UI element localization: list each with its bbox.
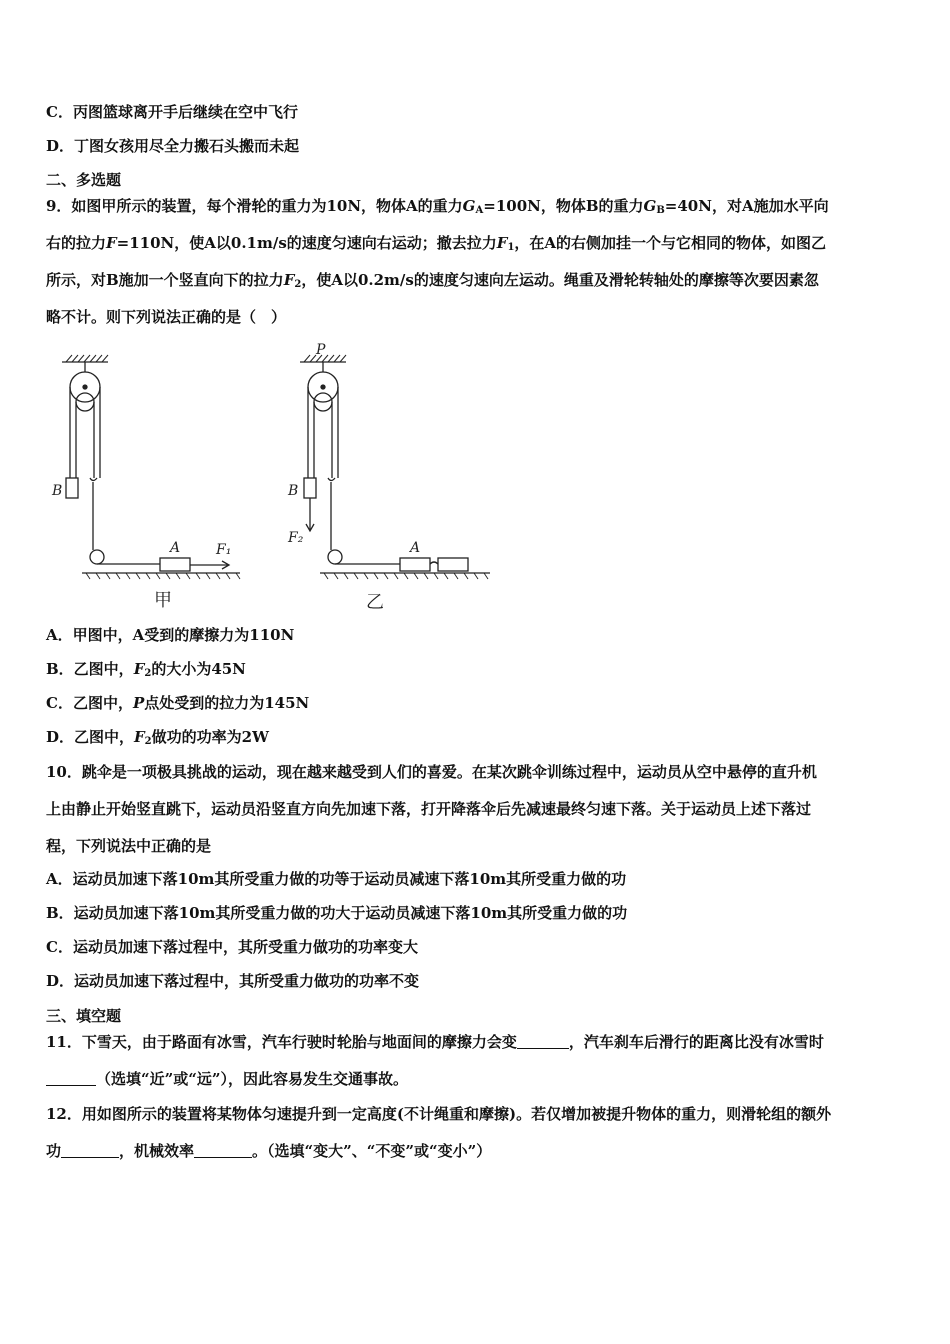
q10-option-a: A．运动员加速下落10m其所受重力做的功等于运动员减速下落10m其所受重力做的功 (46, 870, 627, 888)
q9-option-d: D．乙图中，$F_2$做功的功率为2W (46, 728, 269, 747)
option-c-prev: C．丙图篮球离开手后继续在空中飞行 (46, 103, 298, 121)
pulley-figure (40, 340, 510, 615)
q10-line-1: 10．跳伞是一项极具挑战的运动，现在越来越受到人们的喜爱。在某次跳伞训练过程中，运动员从空中悬停的直升机 (46, 763, 817, 781)
blank-11-1[interactable] (517, 1034, 569, 1049)
q10-option-c: C．运动员加速下落过程中，其所受重力做功的功率变大 (46, 938, 418, 956)
q9-line-1: 9．如图甲所示的装置，每个滑轮的重力为10N，物体A的重力$G_A=100N$，物体B的重力$G_B=40N$，对A施加水平向 (46, 197, 829, 216)
q9-option-a: A．甲图中，A受到的摩擦力为110N (46, 626, 295, 644)
option-d-prev: D．丁图女孩用尽全力搬石头搬而未起 (46, 137, 300, 155)
label-b-yi: B (288, 483, 299, 499)
q11-line-1: 11．下雪天，由于路面有冰雪，汽车行驶时轮胎与地面间的摩擦力会变 ，汽车刹车后滑行的距离比没有冰雪时 (46, 1033, 824, 1051)
q9-line-4: 略不计。则下列说法正确的是（ ） (46, 308, 287, 326)
q10-line-3: 程，下列说法中正确的是 (46, 837, 212, 855)
label-b-jia: B (52, 483, 63, 499)
q9-line-2: 右的拉力F=110N，使A以0.1m/s的速度匀速向右运动；撤去拉力$F_1$，在A的右侧加挂一个与它相同的物体，如图乙 (46, 234, 827, 253)
label-a-yi: A (410, 540, 421, 556)
label-f1: F₁ (216, 542, 232, 558)
label-p: P (316, 342, 326, 358)
q10-option-b: B．运动员加速下落10m其所受重力做的功大于运动员减速下落10m其所受重力做的功 (46, 904, 628, 922)
section-heading-fill-blank: 三、填空题 (46, 1007, 122, 1025)
q12-line-2: 功 ，机械效率 。（选填“变大”、“不变”或“变小”） (46, 1142, 492, 1160)
label-f2: F₂ (288, 530, 304, 546)
label-a-jia: A (170, 540, 181, 556)
blank-12-1[interactable] (61, 1143, 119, 1158)
blank-11-2[interactable] (46, 1071, 96, 1086)
pulley-diagram (40, 340, 510, 615)
blank-12-2[interactable] (194, 1143, 252, 1158)
caption-yi: 乙 (366, 592, 384, 613)
q11-line-2: （选填“近”或“远”），因此容易发生交通事故。 (46, 1069, 408, 1089)
q10-line-2: 上由静止开始竖直跳下，运动员沿竖直方向先加速下落，打开降落伞后先减速最终匀速下落。关于运动员上述下落过 (46, 800, 812, 818)
q12-line-1: 12．用如图所示的装置将某物体匀速提升到一定高度(不计绳重和摩擦)。若仅增加被提升物体的重力，则滑轮组的额外 (46, 1105, 832, 1123)
q10-option-d: D．运动员加速下落过程中，其所受重力做功的功率不变 (46, 972, 420, 990)
caption-jia: 甲 (154, 590, 172, 611)
q9-line-3: 所示，对B施加一个竖直向下的拉力$F_2$，使A以0.2m/s的速度匀速向左运动。绳重及滑轮转轴处的摩擦等次要因素忽 (46, 271, 819, 290)
section-heading-multi-choice: 二、多选题 (46, 171, 122, 189)
q9-option-c: C．乙图中，P点处受到的拉力为145N (46, 694, 310, 712)
q9-option-b: B．乙图中，$F_2$的大小为45N (46, 660, 246, 679)
